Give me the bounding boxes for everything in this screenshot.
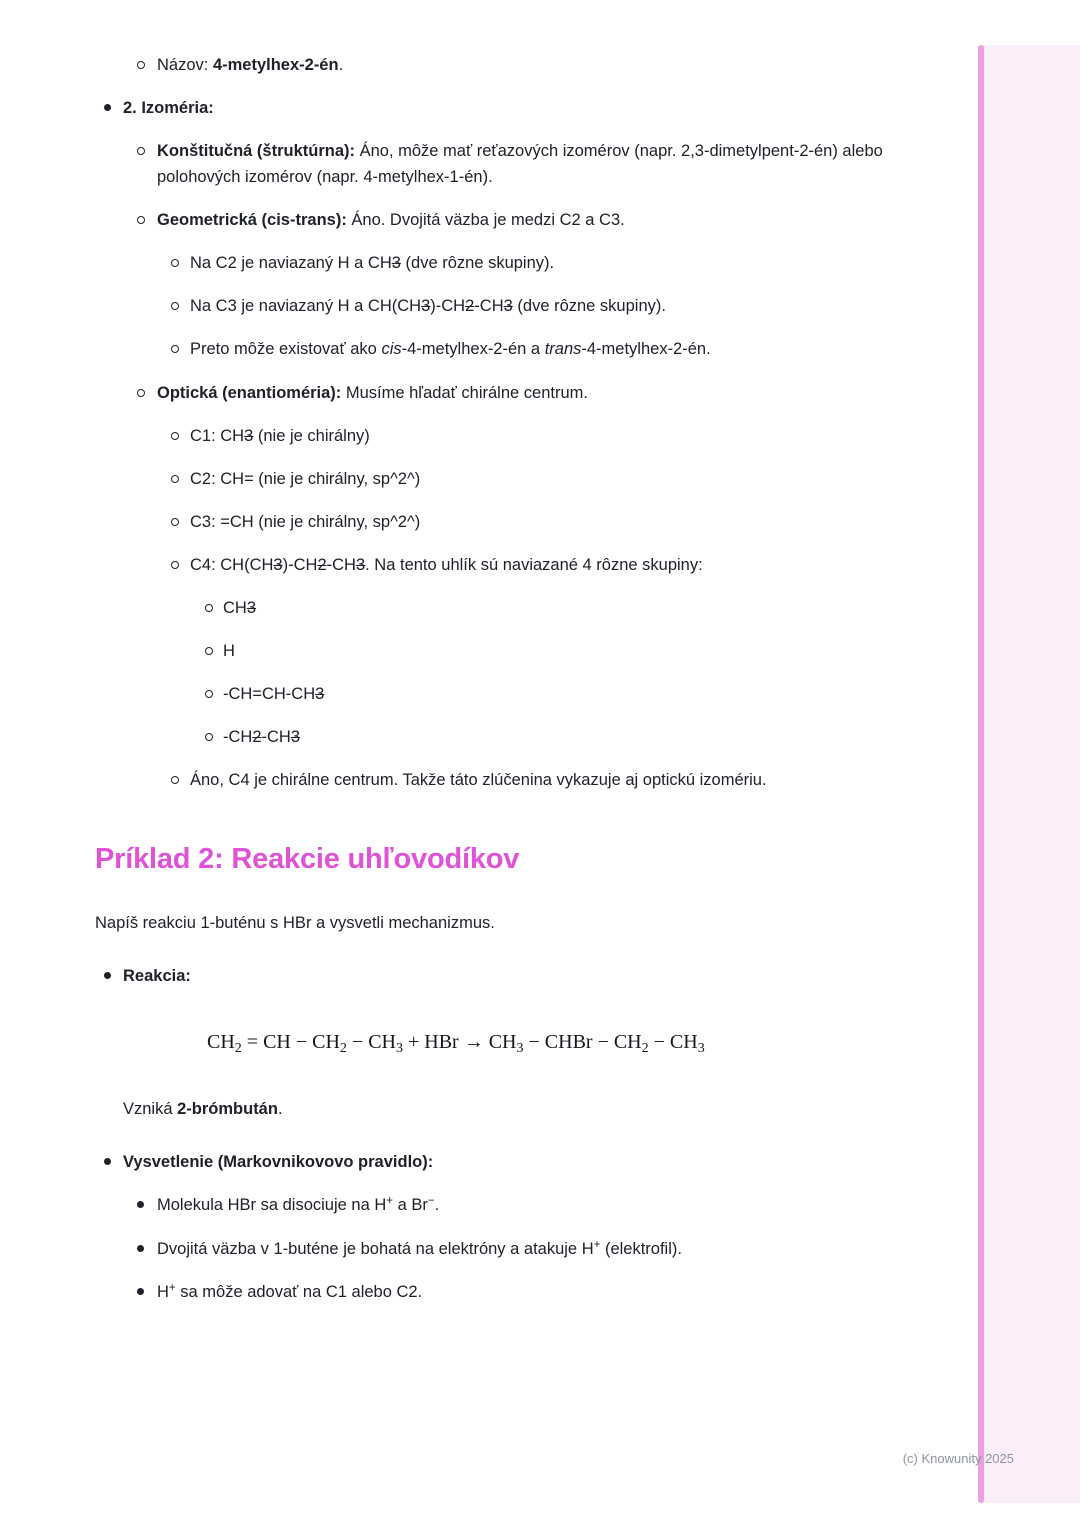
- text-segment: (dve rôzne skupiny).: [400, 254, 555, 273]
- list-item-text: [157, 211, 625, 229]
- list-item: [95, 336, 957, 362]
- text-segment: C1: CH: [190, 426, 245, 445]
- list-item-text: [190, 427, 370, 445]
- list-item: [95, 638, 957, 664]
- text-segment: Áno, C4 je chirálne centrum. Takže táto zlúčenina vykazuje aj optickú izomériu.: [190, 771, 767, 790]
- text-segment: 3: [355, 555, 366, 574]
- list-item-text: [157, 1196, 439, 1214]
- text-segment: Vzniká: [123, 1100, 178, 1119]
- text-segment: .: [277, 1100, 283, 1119]
- text-segment: Na C3 je naviazaný H a CH(CH: [190, 297, 422, 316]
- text-segment: − CH: [648, 1031, 698, 1054]
- text-segment: Áno. Dvojitá väzba je medzi C2 a C3.: [351, 211, 625, 230]
- highlight-stripe-line: [978, 45, 984, 1503]
- paragraph: [95, 910, 957, 936]
- list-item-text: [223, 728, 300, 746]
- list-item: [95, 1279, 957, 1305]
- text-segment: (nie je chirálny): [253, 426, 370, 445]
- bullet-marker: [137, 389, 145, 397]
- text-segment: 3: [395, 1041, 403, 1057]
- bullet-marker: [137, 1288, 144, 1295]
- text-segment: Optická (enantioméria):: [157, 383, 346, 402]
- list-item-text: [190, 470, 420, 488]
- list-item: [95, 681, 957, 707]
- text-segment: Napíš reakciu 1-buténu s HBr a vysvetli mechanizmus.: [95, 913, 495, 932]
- text-segment: = CH − CH: [241, 1031, 340, 1054]
- text-segment: 2. Izoméria:: [123, 99, 214, 118]
- list-item: [95, 207, 957, 233]
- text-segment: C3: =CH (nie je chirálny, sp^2^): [190, 512, 421, 531]
- list-item: [95, 1149, 957, 1175]
- bullet-marker: [104, 104, 111, 111]
- text-segment: 3: [516, 1041, 524, 1057]
- text-segment: 2: [317, 555, 327, 574]
- bullet-marker: [205, 604, 213, 612]
- list-item: [95, 380, 957, 406]
- text-segment: 2: [252, 728, 262, 746]
- text-segment: CH: [207, 1031, 235, 1054]
- text-segment: Na C2 je naviazaný H a CH: [190, 254, 392, 273]
- text-segment: Musíme hľadať chirálne centrum.: [345, 383, 588, 402]
- list-item: [95, 250, 957, 276]
- text-segment: Názov:: [157, 56, 213, 74]
- text-segment: Vysvetlenie (Markovnikovovo pravidlo):: [123, 1153, 434, 1172]
- list-item-text: [157, 56, 343, 74]
- text-segment: 3: [246, 598, 257, 617]
- list-item: [95, 95, 957, 121]
- list-item: [95, 423, 957, 449]
- bullet-marker: [137, 147, 145, 155]
- text-segment: H: [223, 641, 235, 660]
- list-item: [95, 138, 957, 190]
- text-segment: CH: [223, 598, 247, 617]
- list-item-text: [157, 1283, 422, 1301]
- list-item: [95, 595, 957, 621]
- list-item-text: [123, 1153, 433, 1171]
- list-item: [95, 1236, 957, 1262]
- text-segment: 3: [273, 555, 283, 574]
- text-segment: C2: CH= (nie je chirálny, sp^2^): [190, 469, 421, 488]
- list-item: [95, 963, 957, 989]
- bullet-marker: [171, 432, 179, 440]
- text-segment: trans: [544, 340, 582, 359]
- list-item-text: [190, 254, 554, 272]
- text-segment: a Br: [393, 1196, 428, 1215]
- footer-copyright: (c) Knowunity 2025: [902, 1451, 1014, 1466]
- text-segment: -4-metylhex-2-én.: [581, 340, 711, 359]
- text-segment: +: [168, 1281, 176, 1294]
- text-segment: )-CH: [282, 555, 318, 574]
- list-item: [95, 466, 957, 492]
- text-segment: Konštitučná (štruktúrna):: [157, 142, 360, 161]
- text-segment: cis: [381, 340, 402, 359]
- text-segment: -CH: [326, 555, 356, 574]
- list-item: [95, 52, 957, 78]
- list-item-text: [223, 685, 324, 703]
- list-item-text: [190, 771, 767, 789]
- bullet-marker: [171, 259, 179, 267]
- text-segment: 3: [244, 426, 254, 445]
- text-segment: 3: [421, 297, 431, 316]
- text-segment: (dve rôzne skupiny).: [512, 297, 666, 316]
- list-item-text: [123, 967, 191, 985]
- list-item: [95, 552, 957, 578]
- bullet-marker: [205, 647, 213, 655]
- bullet-marker: [104, 1158, 111, 1165]
- text-segment: . Na tento uhlík sú naviazané 4 rôzne skupiny:: [365, 555, 703, 574]
- text-segment: +: [386, 1195, 394, 1208]
- text-segment: H: [157, 1282, 169, 1301]
- list-item-text: [190, 556, 703, 574]
- list-item-text: [157, 1240, 682, 1258]
- bullet-marker: [171, 561, 179, 569]
- text-segment: − CH: [346, 1031, 396, 1054]
- list-item-text: [157, 142, 883, 186]
- text-segment: Molekula HBr sa disociuje na H: [157, 1196, 387, 1215]
- text-segment: Dvojitá väzba v 1-buténe je bohatá na elektróny a atakuje H: [157, 1239, 594, 1258]
- bullet-marker: [137, 61, 145, 69]
- text-segment: +: [593, 1238, 601, 1251]
- bullet-marker: [171, 518, 179, 526]
- text-segment: 3: [290, 728, 301, 746]
- text-segment: Geometrická (cis-trans):: [157, 211, 352, 230]
- text-segment: 2: [339, 1041, 347, 1057]
- list-item: [95, 509, 957, 535]
- document-body: [95, 52, 957, 1322]
- list-item: [95, 1192, 957, 1218]
- bullet-marker: [137, 1245, 144, 1252]
- text-segment: .: [338, 56, 344, 74]
- text-segment: -CH: [223, 728, 253, 746]
- list-item: [95, 293, 957, 319]
- text-segment: -CH=CH-CH: [223, 684, 316, 703]
- bullet-marker: [171, 302, 179, 310]
- bullet-marker: [137, 1201, 144, 1208]
- text-segment: )-CH: [430, 297, 466, 316]
- text-segment: −: [427, 1195, 435, 1208]
- text-segment: 2: [234, 1041, 242, 1057]
- text-segment: 3: [503, 297, 513, 316]
- list-item-text: [223, 642, 235, 660]
- text-segment: 2: [465, 297, 475, 316]
- text-segment: (elektrofil).: [600, 1239, 682, 1258]
- text-segment: -CH: [474, 297, 504, 316]
- list-item-text: [190, 513, 420, 531]
- bullet-marker: [104, 972, 111, 979]
- bullet-marker: [205, 733, 213, 741]
- highlight-stripe-fill: [981, 45, 1080, 1503]
- text-segment: Áno, môže mať reťazových izomérov (napr. 2,3-dimetylpent-2-én) alebo polohových izomérov (napr. 4-metylhex-1-én).: [157, 142, 883, 187]
- text-segment: 3: [391, 254, 401, 273]
- text-segment: 3: [315, 684, 325, 703]
- bullet-marker: [171, 776, 179, 784]
- text-segment: 2-brómbután: [177, 1100, 278, 1119]
- bullet-marker: [171, 345, 179, 353]
- text-segment: -4-metylhex-2-én a: [401, 340, 545, 359]
- text-segment: 3: [697, 1041, 705, 1057]
- text-segment: sa môže adovať na C1 alebo C2.: [175, 1282, 423, 1301]
- text-segment: Reakcia:: [123, 967, 191, 985]
- bullet-marker: [137, 216, 145, 224]
- text-segment: 4-metylhex-2-én: [212, 56, 339, 74]
- list-item-text: [157, 384, 588, 402]
- bullet-marker: [171, 475, 179, 483]
- text-segment: .: [434, 1196, 440, 1215]
- list-item-text: [223, 599, 256, 617]
- text-segment: + HBr → CH: [402, 1031, 517, 1054]
- text-segment: 2: [641, 1041, 649, 1057]
- list-item-text: [190, 340, 711, 358]
- list-item: [95, 767, 957, 793]
- math-formula: [95, 1027, 957, 1060]
- text-segment: C4: CH(CH: [190, 555, 274, 574]
- text-segment: Preto môže existovať ako: [190, 340, 382, 359]
- text-segment: -CH: [261, 728, 291, 746]
- list-item: [95, 724, 957, 750]
- list-item-text: [190, 297, 666, 315]
- bullet-marker: [205, 690, 213, 698]
- section-heading: Príklad 2: Reakcie uhľovodíkov: [95, 843, 520, 876]
- paragraph: [95, 1096, 957, 1122]
- text-segment: − CHBr − CH: [523, 1031, 642, 1054]
- list-item-text: [123, 99, 214, 117]
